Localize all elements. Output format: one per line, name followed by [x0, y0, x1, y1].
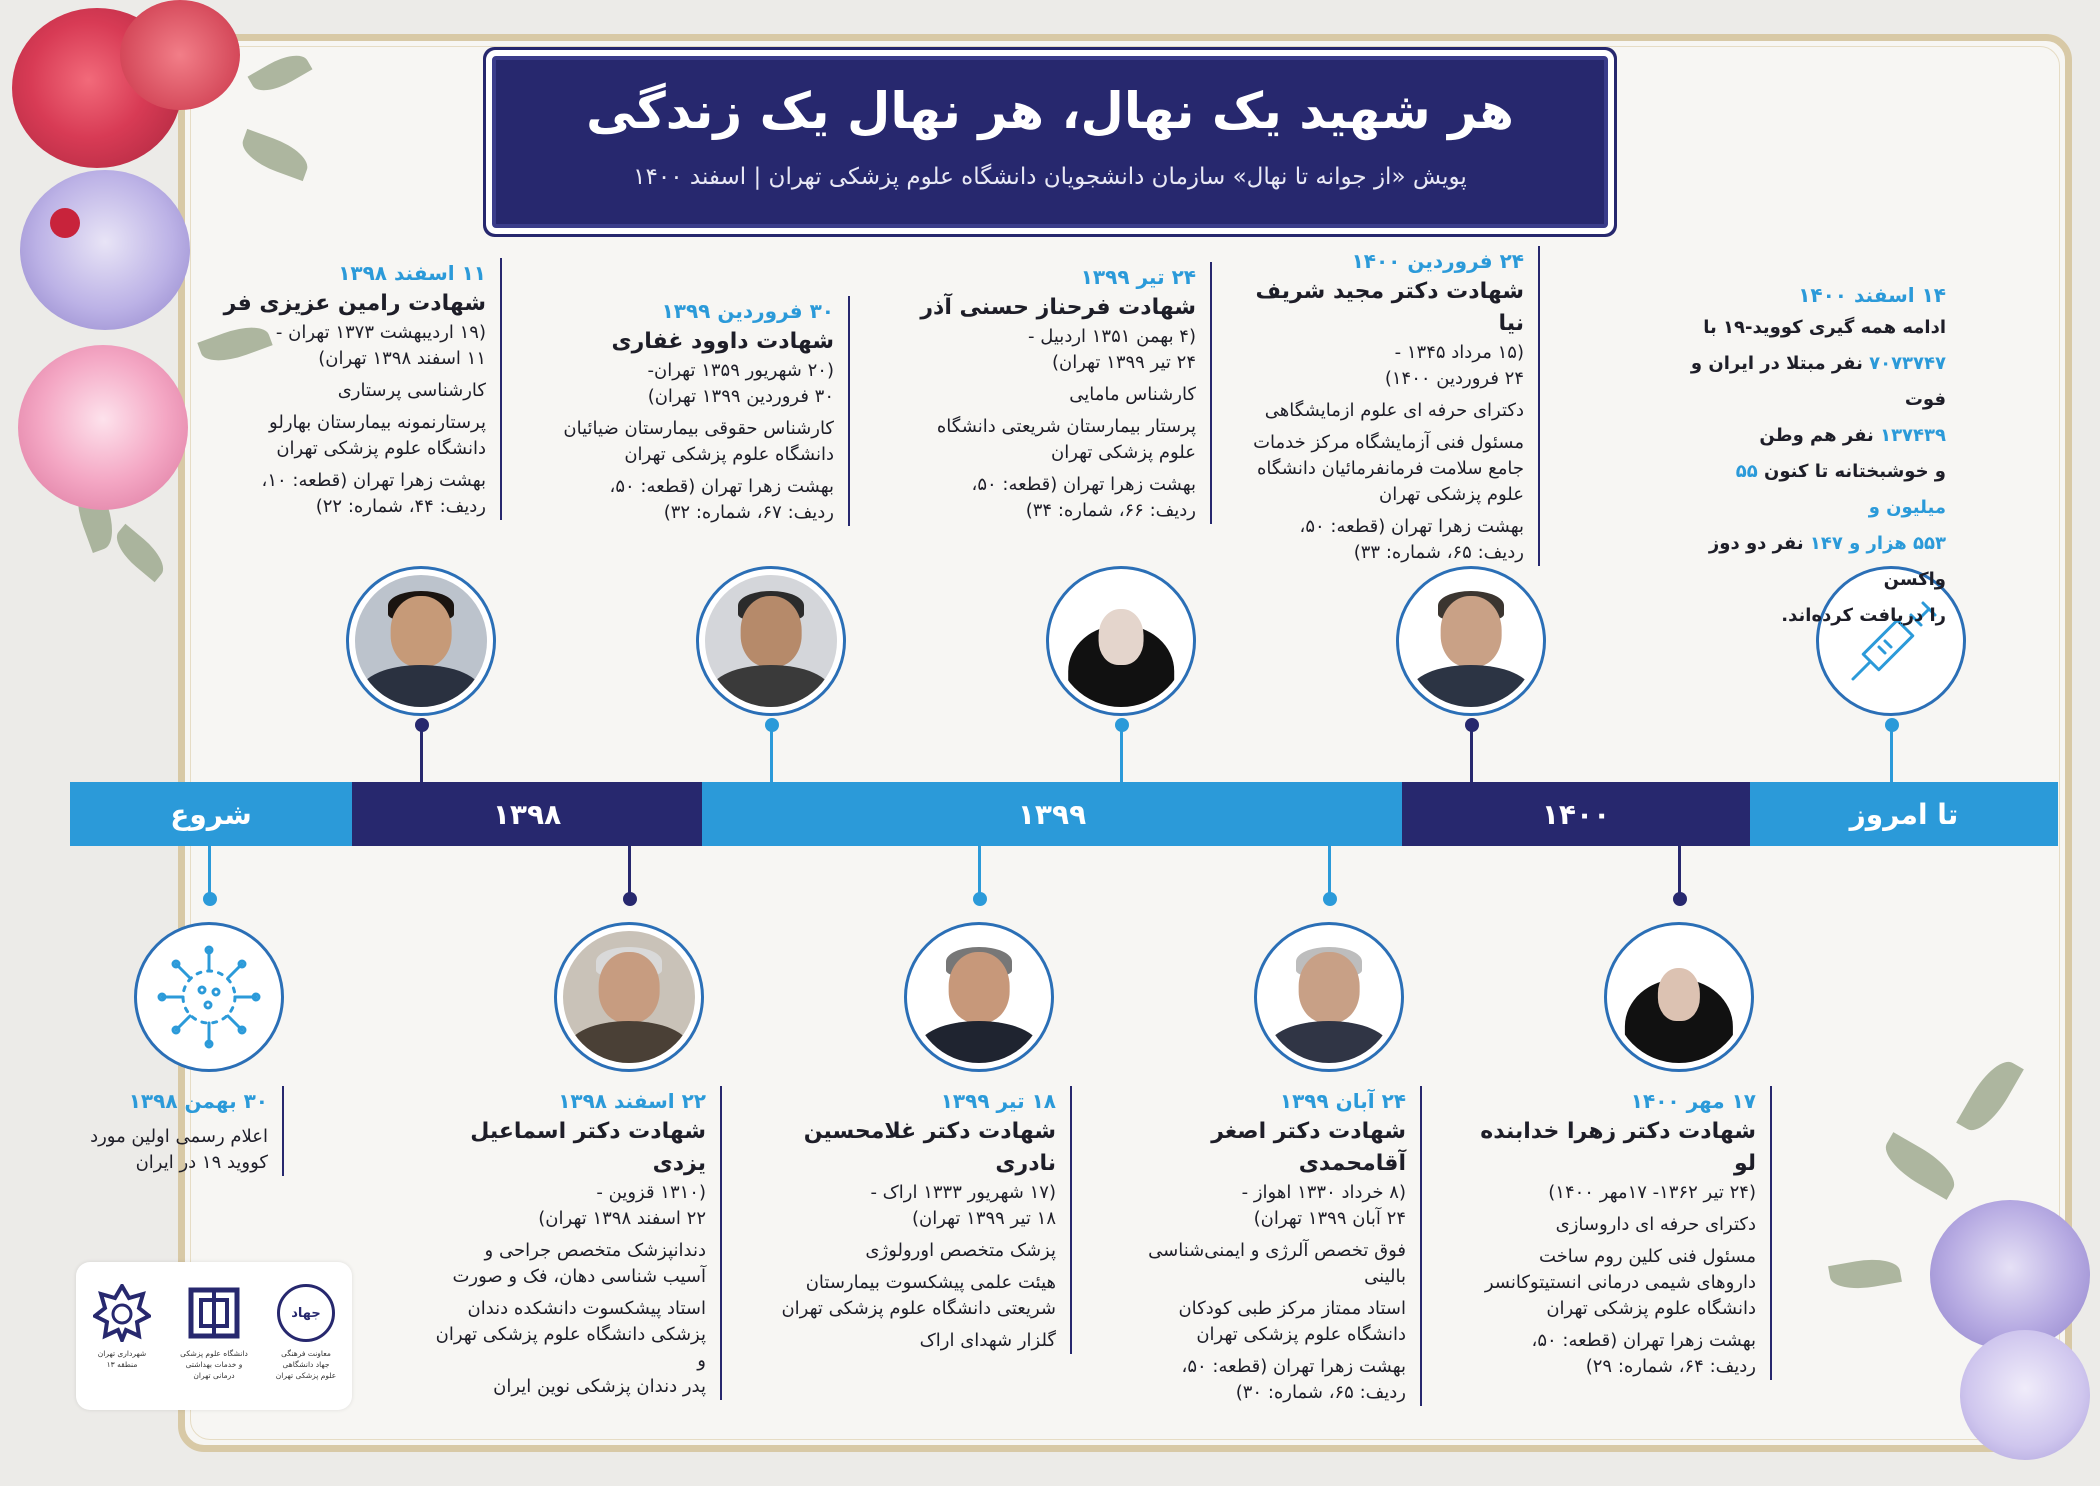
timeline-segment-start: شروع [70, 782, 352, 846]
martyr-card-bottom-4: ۱۷ مهر ۱۴۰۰ شهادت دکتر زهرا خدابنده لو (۲۴ تیر ۱۳۶۲- ۱۷مهر ۱۴۰۰) دکترای حرفه ای داروسازی مسئول فنی کلین روم ساخت داروهای شیمی درمانی انستیتوکانسر دانشگاه علوم پزشکی تهران بهشت زهرا تهران (قطعه: ۵۰، ردیف: ۶۴، شماره: ۲۹) [1452, 1086, 1772, 1380]
martyr-card-top-4: ۲۴ فروردین ۱۴۰۰ شهادت دکتر مجید شریف نیا (۱۵ مرداد ۱۳۴۵ - ۲۴ فروردین ۱۴۰۰) دکترای حرفه ای علوم ازمایشگاهی مسئول فنی آزمایشگاه مرکز خدمات جامع سلامت فرمانفرمائیان دانشگاه علوم پزشکی تهران بهشت زهرا تهران (قطعه: ۵۰، ردیف: ۶۵، شماره: ۳۳) [1230, 246, 1540, 566]
jahad-logo: جهاد معاونت فرهنگی جهاد دانشگاهی علوم پزشکی تهران [265, 1284, 347, 1381]
page-title: هر شهید یک نهال، هر نهال یک زندگی [586, 82, 1514, 140]
portrait-zahra-khodabandehlou [1604, 922, 1754, 1072]
municipality-emblem-icon [93, 1284, 151, 1342]
martyr-card-top-1: ۱۱ اسفند ۱۳۹۸ شهادت رامین عزیزی فر (۱۹ اردیبهشت ۱۳۷۳ تهران - ۱۱ اسفند ۱۳۹۸ تهران) کارشناسی پرستاری پرستارنمونه بیمارستان بهارلو دانشگاه علوم پزشکی تهران بهشت زهرا تهران (قطعه: ۱۰، ردیف: ۴۴، شماره: ۲۲) [202, 258, 502, 520]
portrait-asghar-aghamohammadi [1254, 922, 1404, 1072]
today-card: ۱۴ اسفند ۱۴۰۰ ادامه همه گیری کووید-۱۹ با ۷۰۷۳۷۴۷ نفر مبتلا در ایران و فوت ۱۳۷۴۳۹ نفر هم وطن و خوشبختانه تا کنون ۵۵ میلیون و ۵۵۳ هزار و ۱۴۷ نفر دو دوز واکسن را دریافت کرده‌اند. [1690, 283, 1946, 626]
page-subtitle: پویش «از جوانه تا نهال» سازمان دانشجویان دانشگاه علوم پزشکی تهران | اسفند ۱۴۰۰ [633, 164, 1467, 190]
timeline-segment-today: تا امروز [1750, 782, 2058, 846]
tums-emblem-icon [185, 1284, 243, 1342]
martyr-card-top-2: ۳۰ فروردین ۱۳۹۹ شهادت داوود غفاری (۲۰ شهریور ۱۳۵۹ تهران- ۳۰ فروردین ۱۳۹۹ تهران) کارشناس حقوقی بیمارستان ضیائیان دانشگاه علوم پزشکی تهران بهشت زهرا تهران (قطعه: ۵۰، ردیف: ۶۷، شماره: ۳۲) [550, 296, 850, 526]
sponsor-logos [76, 1262, 352, 1410]
portrait-majid-sharifnia [1396, 566, 1546, 716]
martyr-card-top-3: ۲۴ تیر ۱۳۹۹ شهادت فرحناز حسنی آذر (۴ بهمن ۱۳۵۱ اردبیل - ۲۴ تیر ۱۳۹۹ تهران) کارشناس مامایی پرستار بیمارستان شریعتی دانشگاه علوم پزشکی تهران بهشت زهرا تهران (قطعه: ۵۰، ردیف: ۶۶، شماره: ۳۴) [912, 262, 1212, 524]
martyr-card-bottom-3: ۲۴ آبان ۱۳۹۹ شهادت دکتر اصغر آقامحمدی (۸ خرداد ۱۳۳۰ اهواز - ۲۴ آبان ۱۳۹۹ تهران) فوق تخصص آلرژی و ایمنی‌شناسی بالینی استاد ممتاز مرکز طبی کودکان دانشگاه علوم پزشکی تهران بهشت زهرا تهران (قطعه: ۵۰، ردیف: ۶۵، شماره: ۳۰) [1102, 1086, 1422, 1406]
timeline-segment-1399: ۱۳۹۹ [702, 782, 1402, 846]
tehran-municipality-logo: شهرداری تهران منطقه ۱۳ [81, 1284, 163, 1370]
portrait-gholamhossein-naderi [904, 922, 1054, 1072]
tums-logo: دانشگاه علوم پزشکی و خدمات بهداشتی درمانی تهران [173, 1284, 255, 1381]
virus-icon-circle [134, 922, 284, 1072]
title-banner [492, 56, 1608, 228]
portrait-farahnaz-hasani-azar [1046, 566, 1196, 716]
timeline-segment-1398: ۱۳۹۸ [352, 782, 702, 846]
martyr-card-bottom-2: ۱۸ تیر ۱۳۹۹ شهادت دکتر غلامحسین نادری (۱۷ شهریور ۱۳۳۳ اراک - ۱۸ تیر ۱۳۹۹ تهران) پزشک متخصص اورولوژی هیئت علمی پیشکسوت بیمارستان شریعتی دانشگاه علوم پزشکی تهران گلزار شهدای اراک [772, 1086, 1072, 1354]
start-card: ۳۰ بهمن ۱۳۹۸ اعلام رسمی اولین مورد کووید ۱۹ در ایران [84, 1086, 284, 1176]
portrait-ramin-azizifar [346, 566, 496, 716]
martyr-card-bottom-1: ۲۲ اسفند ۱۳۹۸ شهادت دکتر اسماعیل یزدی (۱۳۱۰ قزوین - ۲۲ اسفند ۱۳۹۸ تهران) دندانپزشک متخصص جراحی و آسیب شناسی دهان، فک و صورت استاد پیشکسوت دانشکده دندان پزشکی دانشگاه علوم پزشکی تهران و پدر دندان پزشکی نوین ایران [422, 1086, 722, 1400]
jahad-emblem-icon: جهاد [277, 1284, 335, 1342]
portrait-esmaeil-yazdi [554, 922, 704, 1072]
portrait-davood-ghaffari [696, 566, 846, 716]
virus-icon [154, 942, 264, 1052]
timeline-segment-1400: ۱۴۰۰ [1402, 782, 1750, 846]
